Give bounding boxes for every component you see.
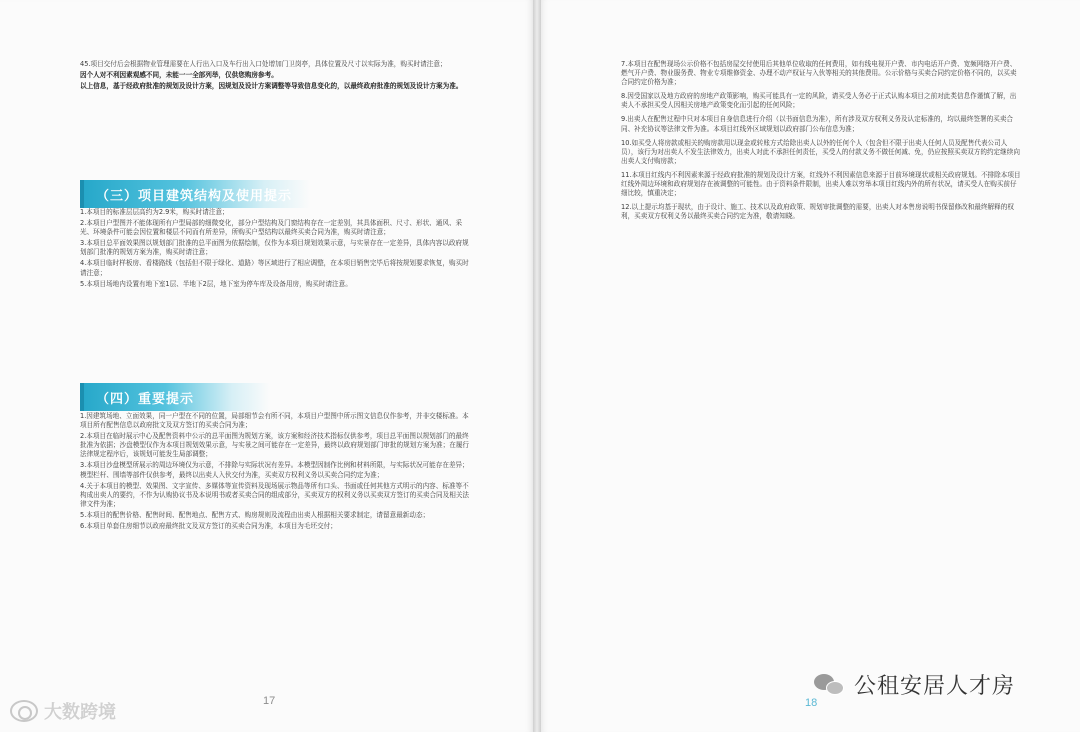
section-header-stripe (80, 180, 84, 208)
list-item: 3.本项目沙盘模型所展示的周边环境仅为示意，不排除与实际状况有差异。本模型因制作比例和材料所限，与实际状况可能存在差异；模型栏杆、围墙等部件仅供参考，最终以出卖人入伙交付为准，买卖双方权利义务以买卖合同约定为准； (80, 461, 469, 479)
important-list (80, 412, 475, 533)
list-item: 2.本项目户型图并不能体现所有户型局部的细微变化，部分户型结构及门窗结构存在一定差别，其具体面积、尺寸、形状、通风、采光、环境条件可能会因位置和楼层不同而有所差异，所购买户型结构以最终买卖合同为准，购买时请注意； (80, 219, 463, 237)
list-item: 7.本项目在配售现场公示价格不包括房屋交付使用后其他单位收取的任何费用，如有线电视开户费、市内电话开户费、宽频网络开户费、燃气开户费、物业服务费、物业专项维修资金、办理不动产权证与入伙等相关的其他费用。公示价格与买卖合同约定价格不同的，以买卖合同约定价格为准； (621, 60, 1017, 87)
wechat-icon (812, 670, 848, 700)
right-page (541, 0, 1080, 732)
list-item: 4.本项目临时样板房、看楼路线（包括但不限于绿化、道路）等区域进行了相应调整，在本项目销售完毕后将按规划要求恢复，购买时请注意； (80, 259, 469, 277)
list-item: 8.因受国家以及地方政府的房地产政策影响，购买可能具有一定的风险，请买受人务必于正式认购本项目之前对此类信息作谨慎了解，出卖人不承担买受人因相关房地产政策变化而引起的任何风险； (621, 92, 1017, 110)
list-item: 4.关于本项目的模型、效果图、文字宣传、多媒体等宣传资料及现场展示物品等所有口头、书面或任何其他方式明示的内容、标准等不构成出卖人的要约，不作为认购协议书及本说明书或者买卖合同的组成部分，买卖双方的权利义务以买卖双方签订的买卖合同及相关法律文件为准； (80, 481, 470, 508)
intro-notice: 因个人对不利因素观感不同，未能一一全部列举，仅供您购房参考。 (80, 71, 278, 80)
list-item: 12.以上提示均基于现状，由于设计、施工、技术以及政府政策、规划审批调整的需要，出卖人对本售房说明书保留修改和最终解释的权利，买卖双方权利义务以最终买卖合同约定为准，敬请知晓。 (621, 203, 1014, 221)
watermark-left (10, 698, 116, 724)
intro-block (80, 60, 475, 93)
section-header-structure (80, 180, 310, 208)
page-number-right: 18 (805, 697, 818, 709)
watermark-logo-icon (10, 700, 38, 722)
list-item: 1.本项目的标准层层高约为2.9米，购买时请注意； (80, 208, 229, 216)
section-header-stripe (80, 383, 84, 411)
watermark-right (812, 669, 1015, 700)
notice-list (621, 60, 1021, 226)
list-item: 9.出卖人在配售过程中只对本项目自身信息进行介绍（以书面信息为准），所有涉及双方权利义务及认定标准的，均以最终签署的买卖合同、补充协议等法律文件为准。本项目红线外区域规划以政府部门公布信息为准； (621, 115, 1014, 133)
list-item: 5.本项目场地内设置有地下室1层、半地下2层，地下室为停车库及设备用房，购买时请注意。 (80, 279, 352, 288)
watermark-label: 大数跨境 (44, 702, 116, 723)
section-title: （四）重要提示 (96, 392, 195, 407)
intro-paragraph: 45.项目交付后会根据物业管理需要在人行出入口及车行出入口处增加门卫岗亭，具体位置及尺寸以实际为准，购买时请注意； (80, 60, 447, 68)
list-item: 1.因建筑场地、立面效果，同一户型在不同的位置，局部细节会有所不同，本项目户型图中所示图文信息仅作参考，并非交楼标准。本项目所有配售信息以政府批文及双方签订的买卖合同为准； (80, 412, 469, 430)
list-item: 11.本项目红线内不利因素来源于经政府批准的规划及设计方案，红线外不利因素信息来源于目前环境现状或相关政府规划。不排除本项目红线外周边环境和政府规划存在被调整的可能性。由于资料条件限制，出卖人难以穷举本项目红线内外的所有状况，请买受人在购买前仔细比较，慎重决定； (621, 170, 1021, 198)
list-item: 2.本项目在临时展示中心及配售资料中公示的总平面图为规划方案，该方案和经济技术指标仅供参考，项目总平面图以规划部门的最终批准为依据；沙盘模型仅作为本项目规划效果示意，与实景之间可能存在一定差异，最终以政府规划部门审批的规划方案为准；在履行法律规定程序后，该规划可能发生局部调整； (80, 432, 470, 459)
section-title: （三）项目建筑结构及使用提示 (96, 189, 293, 204)
book-gutter (533, 0, 541, 732)
list-item: 6.本项目单套住房细节以政府最终批文及双方签订的买卖合同为准，本项目为毛坯交付； (80, 522, 337, 531)
section-header-important (80, 383, 270, 411)
left-page (0, 0, 533, 732)
intro-disclaimer: 以上信息，基于经政府批准的规划及设计方案，因规划及设计方案调整等导致信息变化的，以最终政府批准的规划及设计方案为准。 (80, 82, 463, 91)
list-item: 3.本项目总平面效果图以规划部门批准的总平面图为依据绘制，仅作为本项目规划效果示意，与实景存在一定差异，具体内容以政府规划部门批准的规划方案为准，购买时请注意； (80, 239, 469, 257)
list-item: 10.如买受人将房款或相关的购房款用以现金或转账方式给除出卖人以外的任何个人（包含但不限于出卖人任何人员及配售代表公司人员），该行为对出卖人不发生法律效力，出卖人对此不承担任何责任，买受人的付款义务不做任何减、免，仍应按照买卖双方的约定继续向出卖人支付购房款； (621, 138, 1020, 165)
watermark-account-name: 公租安居人才房 (854, 674, 1016, 699)
page-number-left: 17 (263, 695, 276, 707)
structure-list (80, 208, 475, 291)
list-item: 5.本项目的配售价格、配售时间、配售地点、配售方式、购房规则及流程由出卖人根据相关要求制定，请留意最新动态； (80, 510, 430, 519)
